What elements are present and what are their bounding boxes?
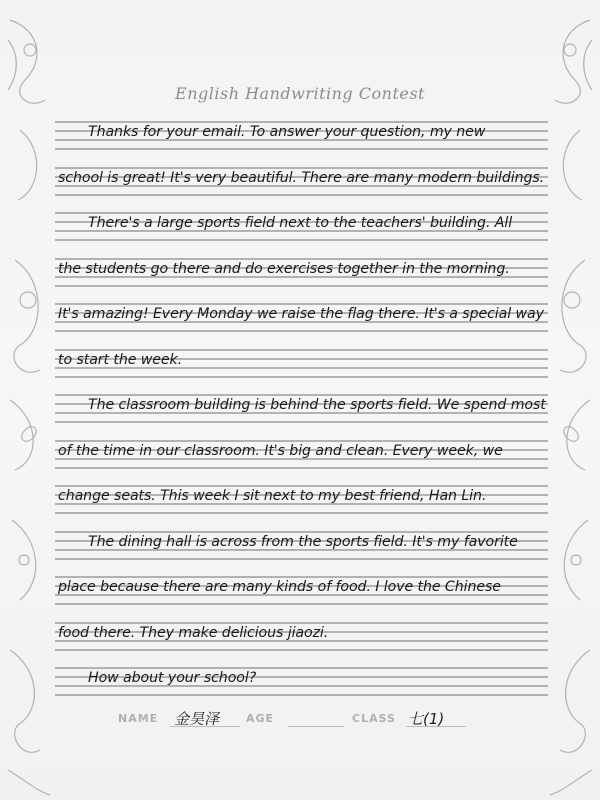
handwritten-line: change seats. This week I sit next to my best friend, Han Lin. <box>58 488 487 504</box>
student-info-footer <box>118 708 498 730</box>
handwritten-line: food there. They make delicious jiaozi. <box>58 625 329 641</box>
age-label: AGE <box>246 712 275 725</box>
handwritten-line: The classroom building is behind the sports field. We spend most <box>88 397 546 413</box>
handwritten-line: the students go there and do exercises together in the morning. <box>58 261 510 277</box>
handwritten-line: of the time in our classroom. It's big and clean. Every week, we <box>58 443 503 459</box>
handwritten-line: It's amazing! Every Monday we raise the flag there. It's a special way <box>58 306 544 322</box>
age-underline <box>288 726 344 727</box>
handwritten-line: The dining hall is across from the sports field. It's my favorite <box>88 534 518 550</box>
name-value: 金昊泽 <box>174 710 220 728</box>
class-label: CLASS <box>352 712 396 725</box>
handwritten-line: to start the week. <box>58 352 183 368</box>
handwritten-line: place because there are many kinds of food. I love the Chinese <box>58 579 501 595</box>
handwritten-line: There's a large sports field next to the teachers' building. All <box>88 215 513 231</box>
handwritten-line: Thanks for your email. To answer your question, my new <box>88 124 486 140</box>
handwritten-line: school is great! It's very beautiful. There are many modern buildings. <box>58 170 545 186</box>
class-underline <box>406 726 466 727</box>
class-value: 七(1) <box>408 710 445 728</box>
contest-title: English Handwriting Contest <box>175 84 425 103</box>
name-label: NAME <box>118 712 159 725</box>
handwritten-line: How about your school? <box>88 670 257 686</box>
name-underline <box>170 726 240 727</box>
